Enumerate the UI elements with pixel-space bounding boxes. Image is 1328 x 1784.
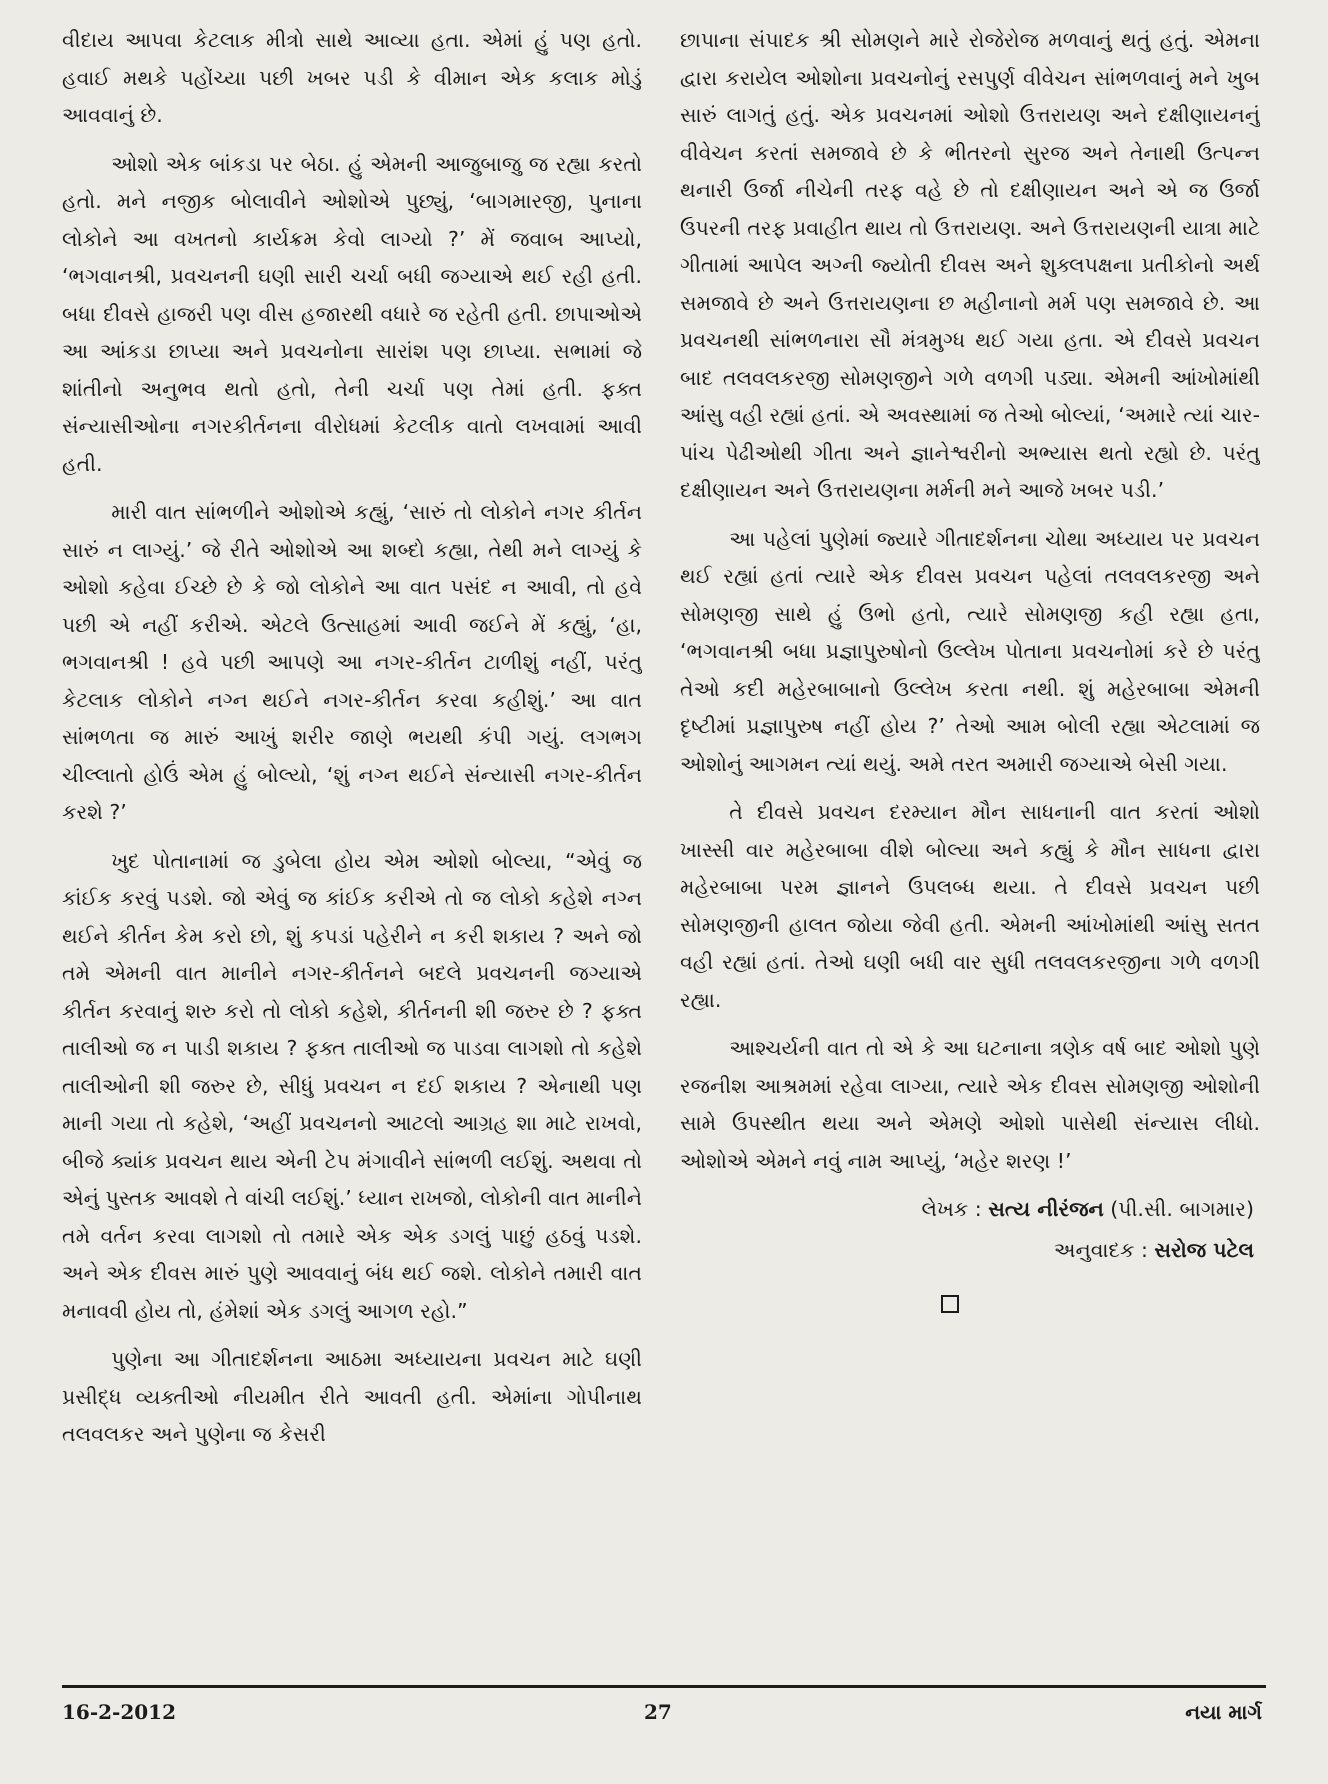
page-number: 27 — [644, 1700, 672, 1724]
paragraph: મારી વાત સાંભળીને ઓશોએ કહ્યું, ‘સારું તો લોકોને નગર કીર્તન સારું ન લાગ્યું.’ જે રીતે ઓશોએ આ શબ્દો કહ્યા, તેથી મને લાગ્યું કે ઓશો કહેવા ઈચ્છે છે કે જો લોકોને આ વાત પસંદ ન આવી, તો હવે પછી એ નહીં કરીએ. એટલે ઉત્સાહમાં આવી જઈને મેં કહ્યું, ‘હા, ભગવાનશ્રી ! હવે પછી આપણે આ નગર-કીર્તન ટાળીશું નહીં, પરંતુ કેટલાક લોકોને નગ્ન થઈને નગર-કીર્તન કરવા કહીશું.’ આ વાત સાંભળતા જ મારું આખું શરીર જાણે ભયથી કંપી ગયું. લગભગ ચીલ્લાતો હોઉં એમ હું બોલ્યો, ‘શું નગ્ન થઈને સંન્યાસી નગર-કીર્તન કરશે ?’ — [62, 500, 642, 824]
article-body — [62, 22, 1266, 1684]
author-name: સત્ય નીરંજન — [988, 1197, 1104, 1221]
paragraph: તે દીવસે પ્રવચન દરમ્યાન મૌન સાધનાની વાત કરતાં ઓશો ખાસ્સી વાર મહેરબાબા વીશે બોલ્યા અને કહ્યું કે મૌન સાધના દ્વારા મહેરબાબા પરમ જ્ઞાનને ઉપલબ્ધ થયા. તે દીવસે પ્રવચન પછી સોમણજીની હાલત જોયા જેવી હતી. એમની આંખોમાંથી આંસુ સતત વહી રહ્યાં હતાં. તેઓ ઘણી બધી વાર સુધી તલવલકરજીના ગળે વળગી રહ્યા. — [680, 800, 1260, 1012]
paragraph: આ પહેલાં પુણેમાં જ્યારે ગીતાદર્શનના ચોથા અધ્યાય પર પ્રવચન થઈ રહ્યાં હતાં ત્યારે એક દીવસ પ્રવચન પહેલાં તલવલકરજી અને સોમણજી સાથે હું ઉભો હતો, ત્યારે સોમણજી કહી રહ્યા હતા, ‘ભગવાનશ્રી બધા પ્રજ્ઞાપુરુષોનો ઉલ્લેખ પોતાના પ્રવચનોમાં કરે છે પરંતુ તેઓ કદી મહેરબાબાનો ઉલ્લેખ કરતા નથી. શું મહેરબાબા એમની દૃષ્ટીમાં પ્રજ્ઞાપુરુષ નહીં હોય ?’ તેઓ આમ બોલી રહ્યા એટલામાં જ ઓશોનું આગમન ત્યાં થયું. અમે તરત અમારી જગ્યાએ બેસી ગયા. — [680, 526, 1260, 776]
magazine-name: નયા માર્ગ — [1185, 1700, 1262, 1724]
footer-divider — [62, 1685, 1266, 1688]
paragraph: છાપાના સંપાદક શ્રી સોમણને મારે રોજેરોજ મળવાનું થતું હતું. એમના દ્વારા કરાયેલ ઓશોના પ્રવચનોનું રસપુર્ણ વીવેચન સાંભળવાનું મને ખુબ સારું લાગતું હતું. એક પ્રવચનમાં ઓશો ઉત્તરાયણ અને દક્ષીણાયનનું વીવેચન કરતાં સમજાવે છે કે ભીતરનો સુરજ અને તેનાથી ઉત્પન્ન થનારી ઉર્જા નીચેની તરફ વહે છે તો દક્ષીણાયન અને એ જ ઉર્જા ઉપરની તરફ પ્રવાહીત થાય તો ઉત્તરાયણ. અને ઉત્તરાયણની યાત્રા માટે ગીતામાં આપેલ અગ્ની જ્યોતી દીવસ અને શુક્લપક્ષના પ્રતીકોનો અર્થ સમજાવે છે અને ઉત્તરાયણના છ મહીનાનો મર્મ પણ સમજાવે છે. આ પ્રવચનથી સાંભળનારા સૌ મંત્રમુગ્ધ થઈ ગયા હતા. એ દીવસે પ્રવચન બાદ તલવલકરજી સોમણજીને ગળે વળગી પડ્યા. એમની આંખોમાંથી આંસુ વહી રહ્યાં હતાં. એ અવસ્થામાં જ તેઓ બોલ્યાં, ‘અમારે ત્યાં ચાર-પાંચ પેઢીઓથી ગીતા અને જ્ઞાનેશ્વરીનો અભ્યાસ થતો રહ્યો છે. પરંતુ દક્ષીણાયન અને ઉત્તરાયણના મર્મની મને આજે ખબર પડી.’ — [680, 28, 1260, 502]
issue-date: 16-2-2012 — [62, 1700, 177, 1724]
author-label: લેખક : — [921, 1197, 982, 1221]
paragraph: વીદાય આપવા કેટલાક મીત્રો સાથે આવ્યા હતા. એમાં હું પણ હતો. હવાઈ મથકે પહોંચ્યા પછી ખબર પડી કે વીમાન એક કલાક મોડું આવવાનું છે. — [62, 28, 642, 127]
paragraph: ખુદ પોતાનામાં જ ડુબેલા હોય એમ ઓશો બોલ્યા, “એવું જ કાંઈક કરવું પડશે. જો એવું જ કાંઈક કરીએ તો જ લોકો કહેશે નગ્ન થઈને કીર્તન કેમ કરો છો, શું કપડાં પહેરીને ન કરી શકાય ? અને જો તમે એમની વાત માનીને નગર-કીર્તનને બદલે પ્રવચનની જગ્યાએ કીર્તન કરવાનું શરુ કરો તો લોકો કહેશે, કીર્તનની શી જરુર છે ? ફક્ત તાલીઓ જ ન પાડી શકાય ? ફક્ત તાલીઓ જ પાડવા લાગશો તો કહેશે તાલીઓની શી જરુર છે, સીધું પ્રવચન ન દઈ શકાય ? એનાથી પણ માની ગયા તો કહેશે, ‘અહીં પ્રવચનનો આટલો આગ્રહ શા માટે રાખવો, બીજે ક્યાંક પ્રવચન થાય એની ટેપ મંગાવીને સાંભળી લઈશું. અથવા તો એનું પુસ્તક આવશે તે વાંચી લઈશું.’ ધ્યાન રાખજો, લોકોની વાત માનીને તમે વર્તન કરવા લાગશો તો તમારે એક એક ડગલું પાછું હઠવું પડશે. અને એક દીવસ મારું પુણે આવવાનું બંધ થઈ જશે. લોકોને તમારી વાત મનાવવી હોય તો, હંમેશાં એક ડગલું આગળ રહો.” — [62, 848, 642, 1323]
end-of-article-square-icon — [941, 1295, 959, 1313]
translator-label: અનુવાદક : — [1053, 1238, 1148, 1262]
translator-name: સરોજ પટેલ — [1154, 1238, 1254, 1262]
paragraph: ઓશો એક બાંકડા પર બેઠા. હું એમની આજુબાજુ જ રહ્યા કરતો હતો. મને નજીક બોલાવીને ઓશોએ પુછ્યું, ‘બાગમારજી, પુનાના લોકોને આ વખતનો કાર્યક્રમ કેવો લાગ્યો ?’ મેં જવાબ આપ્યો, ‘ભગવાનશ્રી, પ્રવચનની ઘણી સારી ચર્ચા બધી જગ્યાએ થઈ રહી હતી. બધા દીવસે હાજરી પણ વીસ હજારથી વધારે જ રહેતી હતી. છાપાઓએ આ આંકડા છાપ્યા અને પ્રવચનોના સારાંશ પણ છાપ્યા. સભામાં જે શાંતીનો અનુભવ થતો હતો, તેની ચર્ચા પણ તેમાં હતી. ફક્ત સંન્યાસીઓના નગરકીર્તનના વીરોધમાં કેટલીક વાતો લખવામાં આવી હતી. — [62, 151, 642, 476]
translator-credit — [680, 1232, 1254, 1269]
paragraph: આશ્ચર્યની વાત તો એ કે આ ઘટનાના ત્રણેક વર્ષ બાદ ઓશો પુણે રજનીશ આશ્રમમાં રહેવા લાગ્યા, ત્યારે એક દીવસ સોમણજી ઓશોની સામે ઉપસ્થીત થયા અને એમણે ઓશો પાસેથી સંન્યાસ લીધો. ઓશોએ એમને નવું નામ આપ્યું, ‘મહેર શરણ !’ — [680, 1036, 1260, 1173]
right-column — [680, 22, 1260, 1684]
page-footer — [62, 1700, 1266, 1740]
left-column — [62, 22, 642, 1684]
paragraph: પુણેના આ ગીતાદર્શનના આઠમા અધ્યાયના પ્રવચન માટે ઘણી પ્રસીદ્ધ વ્યક્તીઓ નીયમીત રીતે આવતી હતી. એમાંના ગોપીનાથ તલવલકર અને પુણેના જ કેસરી — [62, 1347, 642, 1446]
author-credit — [680, 1191, 1254, 1228]
author-alias: (પી.સી. બાગમાર) — [1110, 1197, 1254, 1221]
